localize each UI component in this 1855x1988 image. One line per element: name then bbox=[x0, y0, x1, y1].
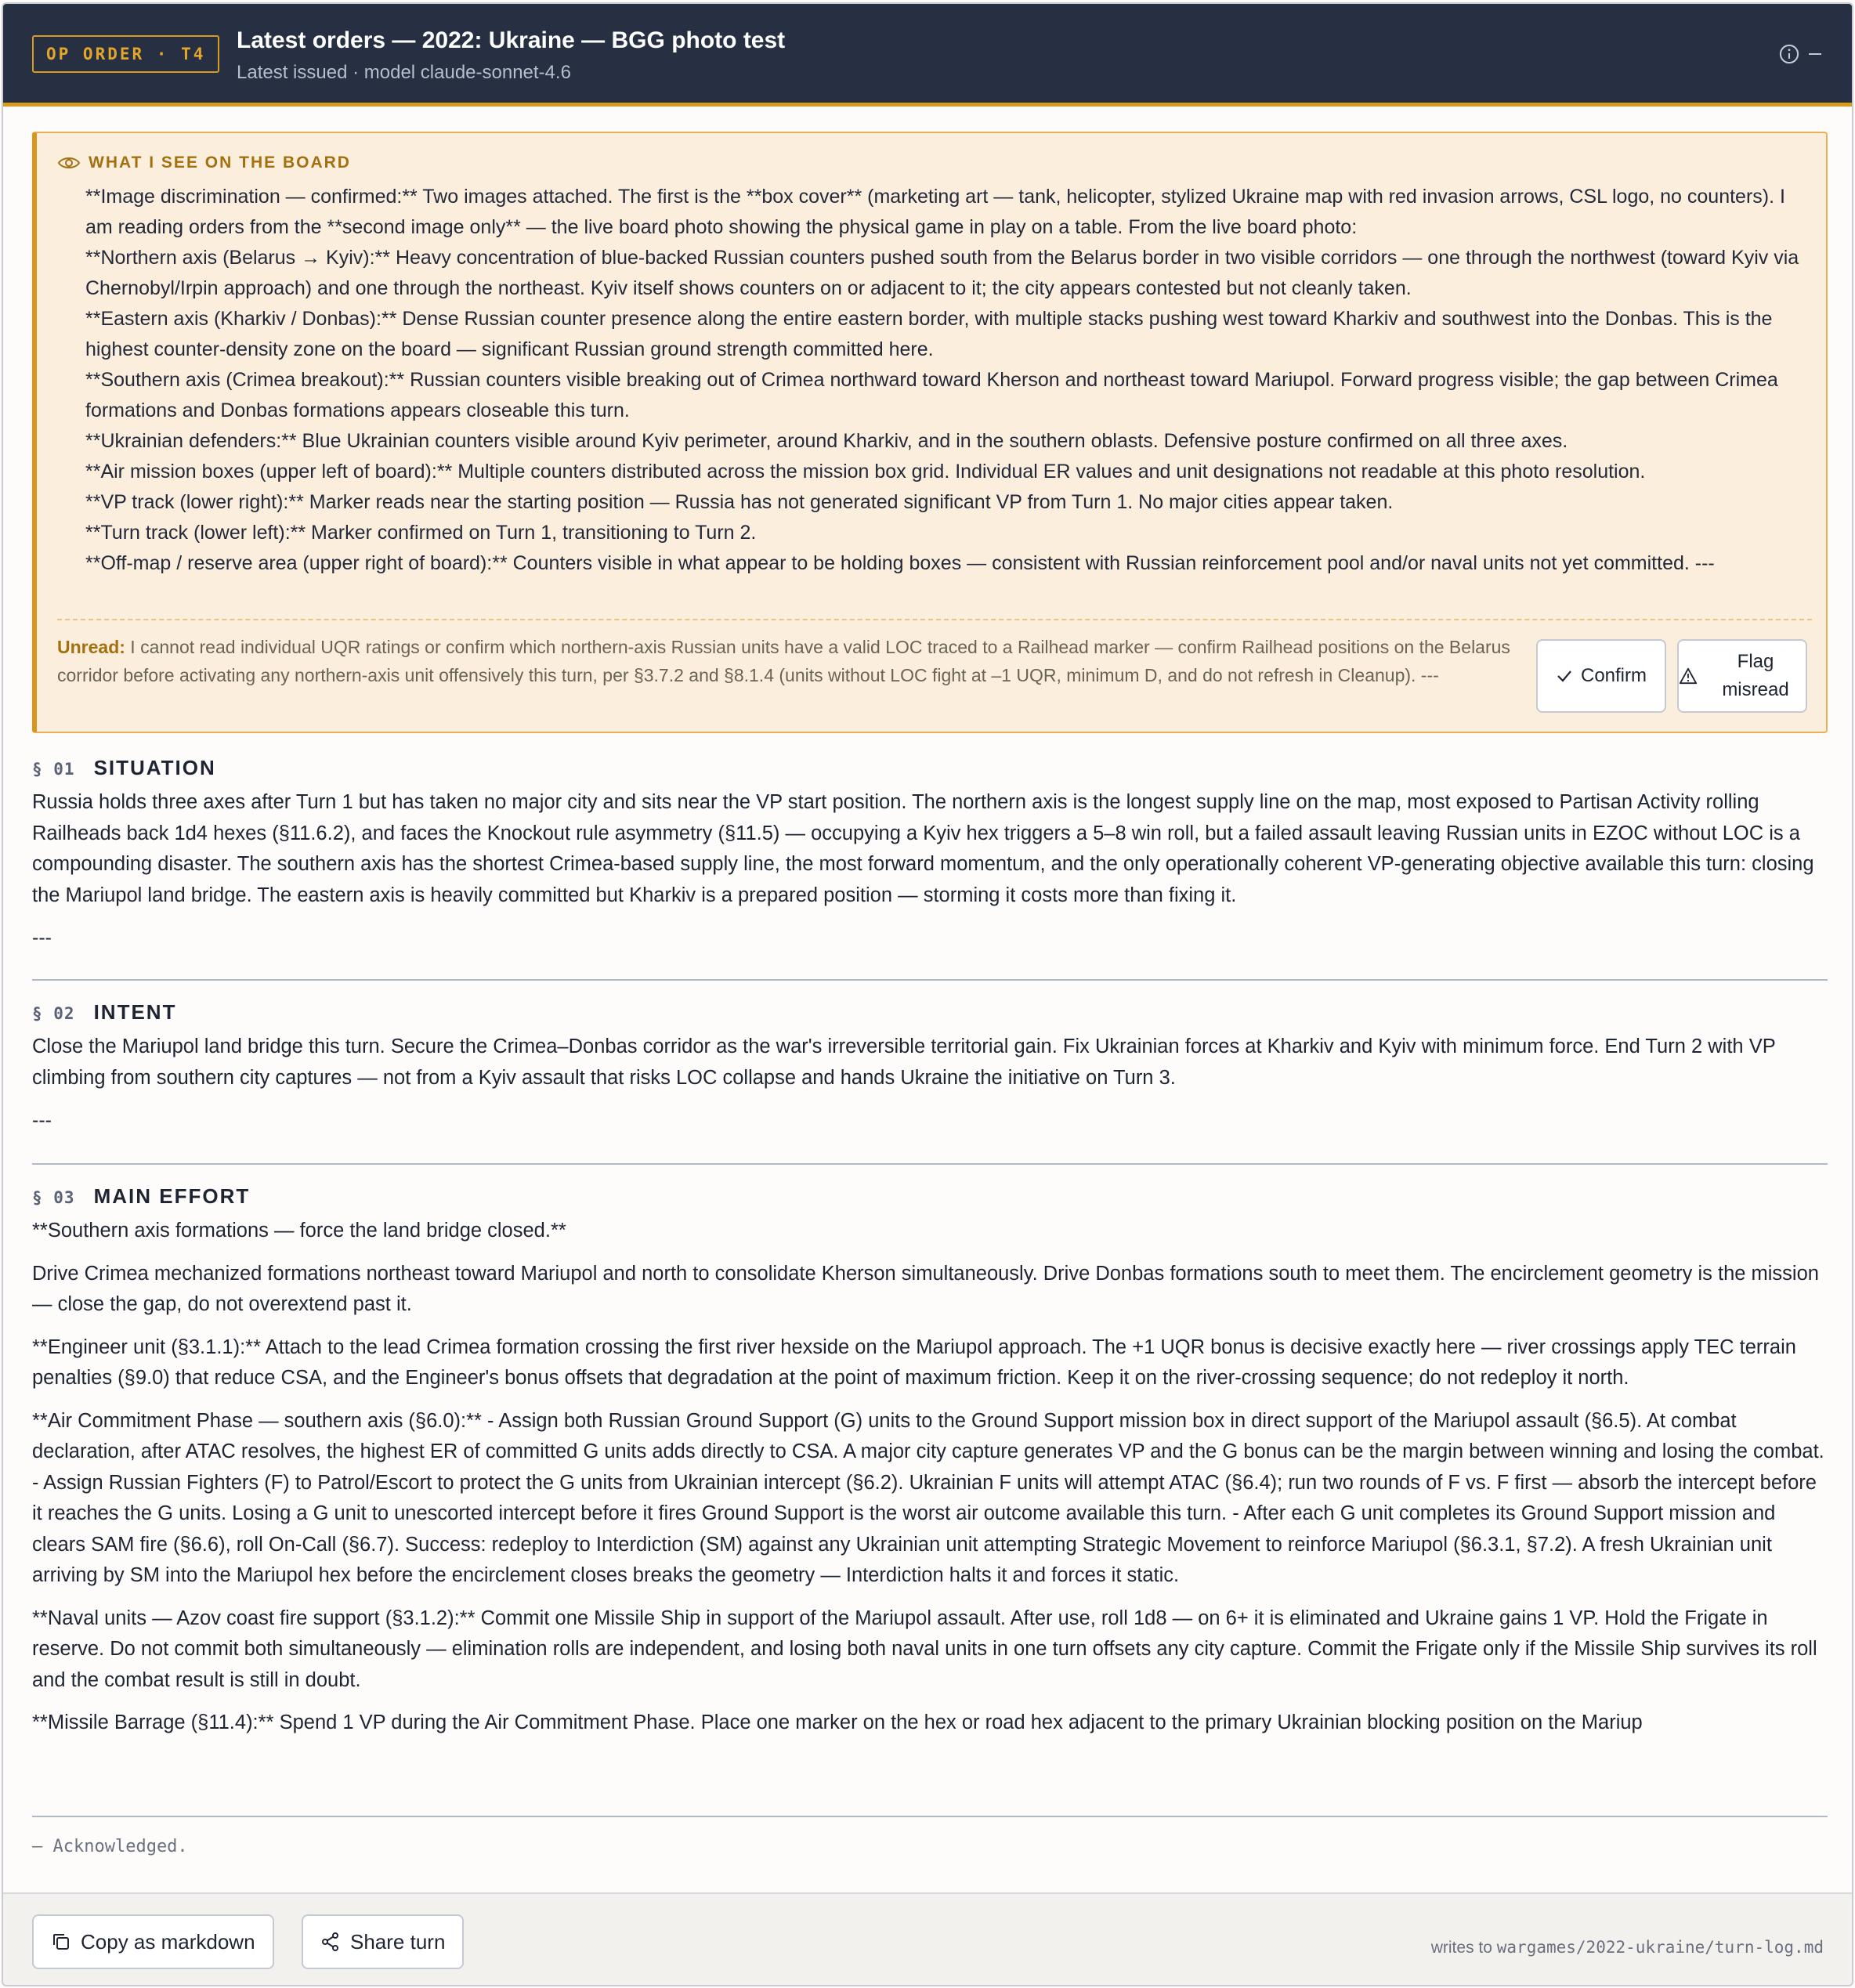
section-situation bbox=[32, 756, 1828, 954]
board-divider bbox=[57, 619, 1812, 620]
section-number: § 02 bbox=[32, 1004, 75, 1023]
section-heading bbox=[32, 1184, 1828, 1216]
board-observations bbox=[85, 182, 1817, 579]
section-main-effort bbox=[32, 1184, 1828, 1751]
copy-icon bbox=[51, 1932, 71, 1952]
unread-label: Unread: bbox=[57, 637, 125, 657]
footer-bar bbox=[3, 1892, 1852, 1986]
section-body bbox=[32, 787, 1828, 954]
section-trailer: --- bbox=[32, 927, 52, 949]
section-paragraph: Close the Mariupol land bridge this turn. Secure the Crimea–Donbas corridor as the war's irreversible territorial gain. Fix Ukrainian forces at Kharkiv and Kyiv with minimum force. End Turn 2 with VP climbing from southern city captures — not from a Kyiv assault that risks LOC collapse and hands Ukraine the initiative on Turn 3. bbox=[32, 1036, 1776, 1089]
section-body bbox=[32, 1216, 1828, 1739]
section-trailer: --- bbox=[32, 1109, 52, 1131]
board-paragraph: **Image discrimination — confirmed:** Two images attached. The first is the **box cover** (marketing art — tank, helicopter, stylized Ukraine map with red invasion arrows, CSL logo, no counters). I am reading orders from the **second image only** — the live board photo showing the physical game in play on a table. From the live board photo: bbox=[85, 186, 1785, 238]
section-heading bbox=[32, 1000, 1828, 1032]
board-heading bbox=[57, 154, 351, 172]
unread-note bbox=[57, 633, 1522, 689]
share-icon bbox=[320, 1932, 341, 1952]
section-paragraph: **Air Commitment Phase — southern axis (§6.0):** - Assign both Russian Ground Support (G) units to the Ground Support mission box in direct support of the Mariupol assault (§6.5). At combat declaration, after ATAC resolves, the highest ER of committed G units adds directly to CSA. A major city capture generates VP and the G bonus can be the margin between winning and losing the combat. - Assign Russian Fighters (F) to Patrol/Escort to protect the G units from Ukrainian intercept (§6.2). Ukrainian F units will attempt ATAC (§6.4); run two rounds of F vs. F first — absorb the intercept before it reaches the G units. Losing a G unit to unescorted intercept before it fires Ground Support is the worst air outcome available this turn. - After each G unit completes its Ground Support mission and clears SAM fire (§6.6), roll On-Call (§6.7). Success: redeploy to Interdiction (SM) against any Ukrainian unit attempting Strategic Movement to reinforce Mariupol (§6.3.1, §7.2). A fresh Ukrainian unit arriving by SM into the Mariupol hex before the encirclement closes breaks the geometry — Interdiction halts it and forces it static. bbox=[32, 1409, 1824, 1586]
section-title: MAIN EFFORT bbox=[93, 1184, 251, 1208]
section-title: SITUATION bbox=[93, 756, 216, 779]
info-icon[interactable] bbox=[1778, 43, 1800, 65]
board-paragraph: **VP track (lower right):** Marker reads near the starting position — Russia has not generated significant VP from Turn 1. No major cities appear taken. bbox=[85, 491, 1394, 513]
section-number: § 03 bbox=[32, 1188, 75, 1207]
section-title: INTENT bbox=[93, 1000, 177, 1024]
section-paragraph: Russia holds three axes after Turn 1 but has taken no major city and sits near the VP start position. The northern axis is the longest supply line on the map, most exposed to Partisan Activity rolling Railheads back 1d4 hexes (§11.6.2), and faces the Knockout rule asymmetry (§11.5) — occupying a Kyiv hex triggers a 5–8 win roll, but a failed assault leaving Russian units in EZOC without LOC is a compounding disaster. The southern axis has the shortest Crimea-based supply line, the most forward momentum, and the only operationally coherent VP-generating objective available this turn: closing the Mariupol land bridge. The eastern axis is heavily committed but Kharkiv is a prepared position — storming it costs more than fixing it. bbox=[32, 791, 1814, 906]
board-paragraph: **Southern axis (Crimea breakout):** Russian counters visible breaking out of Crimea northward toward Kherson and northeast toward Mariupol. Forward progress visible; the gap between Crimea formations and Donbas formations appears closeable this turn. bbox=[85, 369, 1778, 421]
writes-to-note bbox=[1431, 1938, 1824, 1957]
eye-icon bbox=[57, 154, 81, 172]
window-subtitle: Latest issued · model claude-sonnet-4.6 bbox=[237, 62, 571, 83]
share-turn-label: Share turn bbox=[350, 1929, 446, 1954]
board-paragraph: **Northern axis (Belarus → Kyiv):** Heavy concentration of blue-backed Russian counters pushed south from the Belarus border in two visible corridors — one through the northwest (toward Kyiv via Chernobyl/Irpin approach) and one through the northeast. Kyiv itself shows counters on or adjacent to it; the city appears contested but not cleanly taken. bbox=[85, 247, 1799, 299]
section-paragraph: Drive Crimea mechanized formations northeast toward Mariupol and north to consolidate Kherson simultaneously. Drive Donbas formations south to meet them. The encirclement geometry is the mission — close the gap, do not overextend past it. bbox=[32, 1262, 1819, 1315]
section-paragraph: **Engineer unit (§3.1.1):** Attach to the lead Crimea formation crossing the first river hexside on the Mariupol approach. The +1 UQR bonus is decisive exactly here — river crossings apply TEC terrain penalties (§9.0) that reduce CSA, and the Engineer's bonus offsets that degradation at the point of maximum friction. Keep it on the river-crossing sequence; do not redeploy it north. bbox=[32, 1336, 1796, 1389]
flag-misread-label: Flag misread bbox=[1722, 651, 1789, 700]
section-intent bbox=[32, 1000, 1828, 1137]
board-paragraph: **Ukrainian defenders:** Blue Ukrainian counters visible around Kyiv perimeter, around Kharkiv, and in the southern oblasts. Defensive posture confirmed on all three axes. bbox=[85, 430, 1568, 452]
confirm-label: Confirm bbox=[1580, 665, 1647, 686]
section-heading bbox=[32, 756, 1828, 787]
board-paragraph: **Turn track (lower left):** Marker confirmed on Turn 1, transitioning to Turn 2. bbox=[85, 522, 757, 544]
share-turn-button[interactable] bbox=[302, 1914, 464, 1969]
copy-markdown-label: Copy as markdown bbox=[81, 1929, 255, 1954]
window-title: Latest orders — 2022: Ukraine — BGG photo test bbox=[237, 27, 786, 53]
writes-prefix: writes to bbox=[1430, 1939, 1492, 1957]
confirm-button[interactable] bbox=[1536, 639, 1666, 713]
board-paragraph: **Off-map / reserve area (upper right of board):** Counters visible in what appear to be holding boxes — consistent with Russian reinforcement pool and/or naval units not yet committed. --- bbox=[85, 552, 1715, 574]
section-divider bbox=[32, 979, 1828, 981]
header-controls bbox=[1778, 43, 1824, 65]
section-divider bbox=[32, 1816, 1828, 1817]
header-bar bbox=[3, 4, 1852, 107]
flag-misread-button[interactable] bbox=[1677, 639, 1807, 713]
check-icon bbox=[1556, 667, 1573, 685]
board-title: WHAT I SEE ON THE BOARD bbox=[89, 154, 351, 172]
section-divider bbox=[32, 1163, 1828, 1165]
section-paragraph: **Southern axis formations — force the land bridge closed.** bbox=[32, 1220, 566, 1242]
minimize-icon[interactable] bbox=[1806, 45, 1824, 63]
board-reading-panel bbox=[32, 132, 1828, 733]
copy-markdown-button[interactable] bbox=[32, 1914, 274, 1969]
section-paragraph: **Naval units — Azov coast fire support (§3.1.2):** Commit one Missile Ship in support of the Mariupol assault. After use, roll 1d8 — on 6+ it is eliminated and Ukraine gains 1 VP. Hold the Frigate in reserve. Do not commit both simultaneously — elimination rolls are independent, and losing both naval units in one turn offsets any city capture. Commit the Frigate only if the Missile Ship survives its roll and the combat result is still in doubt. bbox=[32, 1607, 1817, 1691]
orders-window bbox=[2, 2, 1853, 1986]
section-paragraph: **Missile Barrage (§11.4):** Spend 1 VP during the Air Commitment Phase. Place one marker on the hex or road hex adjacent to the primary Ukrainian blocking position on the Mariup bbox=[32, 1711, 1643, 1733]
section-number: § 01 bbox=[32, 760, 75, 779]
board-paragraph: **Air mission boxes (upper left of board):** Multiple counters distributed across the mission box grid. Individual ER values and unit designations not readable at this photo resolution. bbox=[85, 461, 1646, 483]
acknowledged-text: — Acknowledged. bbox=[32, 1837, 188, 1856]
warning-icon bbox=[1679, 667, 1698, 685]
log-file-path: wargames/2022-ukraine/turn-log.md bbox=[1496, 1938, 1824, 1957]
section-body bbox=[32, 1032, 1828, 1137]
board-paragraph: **Eastern axis (Kharkiv / Donbas):** Dense Russian counter presence along the entire eastern border, with multiple stacks pushing west toward Kharkiv and southwest into the Donbas. This is the highest counter-density zone on the board — significant Russian ground strength committed here. bbox=[85, 308, 1773, 360]
op-order-tag: OP ORDER · T4 bbox=[32, 35, 219, 73]
unread-text: I cannot read individual UQR ratings or confirm which northern-axis Russian units have a valid LOC traced to a Railhead marker — confirm Railhead positions on the Belarus corridor before activating any northern-axis unit offensively this turn, per §3.7.2 and §8.1.4 (units without LOC fight at –1 UQR, minimum D, and do not refresh in Cleanup). --- bbox=[57, 637, 1510, 685]
